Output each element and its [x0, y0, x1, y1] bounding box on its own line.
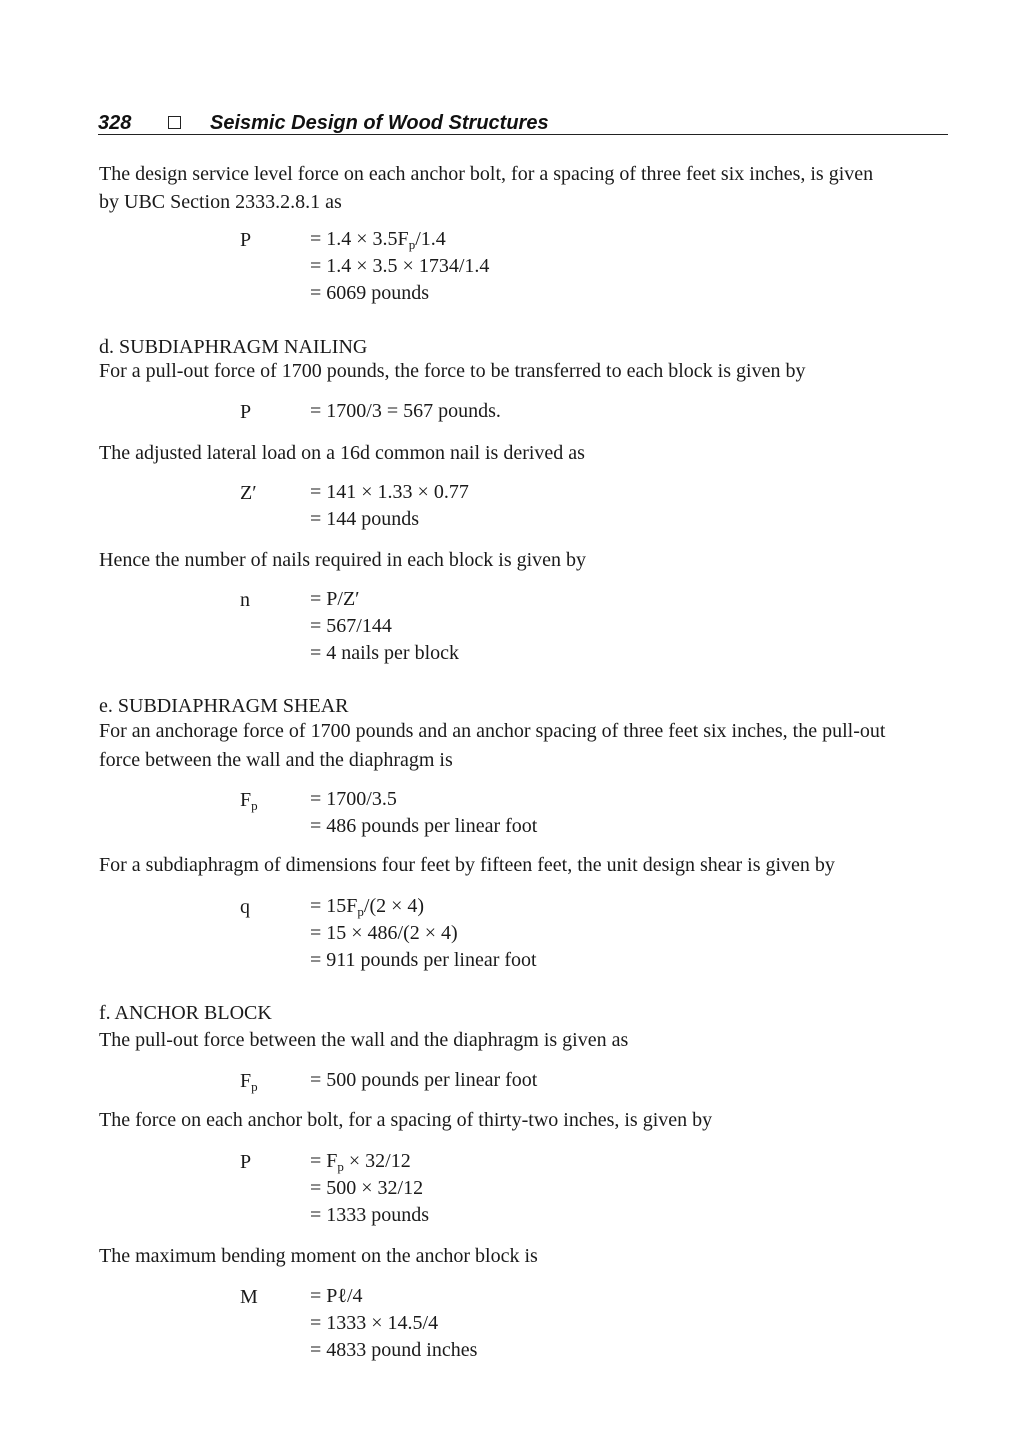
- paragraph-line: For an anchorage force of 1700 pounds and an anchor spacing of three feet six inches, the pull-out: [99, 720, 886, 742]
- paragraph-line: force between the wall and the diaphragm is: [99, 749, 453, 771]
- paragraph-line: For a subdiaphragm of dimensions four feet by fifteen feet, the unit design shear is given by: [99, 854, 835, 876]
- equation-line: = 1700/3.5: [310, 788, 397, 810]
- symbol-p: P: [240, 401, 252, 423]
- section-heading-f: f. ANCHOR BLOCK: [99, 1002, 272, 1024]
- paragraph-line: For a pull-out force of 1700 pounds, the force to be transferred to each block is given by: [99, 360, 806, 382]
- eq-text: = 15F: [310, 895, 358, 917]
- eq-text: /(2 × 4): [363, 895, 425, 917]
- eq-text: = F: [310, 1150, 338, 1172]
- square-bullet-icon: [168, 116, 181, 129]
- equation-line: = 500 × 32/12: [310, 1177, 424, 1199]
- symbol-p: P: [240, 229, 252, 251]
- equation-line: = 144 pounds: [310, 508, 420, 530]
- eq-text: × 32/12: [343, 1150, 411, 1172]
- symbol-fp: [240, 786, 258, 814]
- paragraph-line: The pull-out force between the wall and the diaphragm is given as: [99, 1029, 629, 1051]
- running-title: Seismic Design of Wood Structures: [210, 112, 549, 134]
- paragraph-line: The adjusted lateral load on a 16d common nail is derived as: [99, 442, 585, 464]
- section-heading-d: d. SUBDIAPHRAGM NAILING: [99, 336, 368, 358]
- equation-line: [310, 226, 446, 253]
- equation-line: [310, 893, 424, 920]
- equation-line: = 1333 pounds: [310, 1204, 430, 1226]
- symbol-q: q: [240, 896, 250, 918]
- equation-line: = 486 pounds per linear foot: [310, 815, 538, 837]
- equation-line: = 1.4 × 3.5 × 1734/1.4: [310, 255, 490, 277]
- page-number: 328: [98, 112, 132, 134]
- equation-line: = P/Z′: [310, 588, 360, 610]
- subscript: p: [357, 904, 364, 919]
- equation-line: [310, 1148, 411, 1175]
- symbol-text: F: [240, 789, 252, 811]
- equation-line: = 6069 pounds: [310, 282, 430, 304]
- equation-line: = Pℓ/4: [310, 1285, 363, 1307]
- equation-line: = 15 × 486/(2 × 4): [310, 922, 458, 944]
- equation-line: = 567/144: [310, 615, 392, 637]
- subscript: p: [408, 237, 416, 252]
- eq-text: = 1.4 × 3.5F: [310, 228, 409, 250]
- running-header: [98, 112, 948, 136]
- equation-line: = 1700/3 = 567 pounds.: [310, 400, 501, 422]
- intro-line-2: by UBC Section 2333.2.8.1 as: [99, 191, 342, 213]
- symbol-fp: [240, 1067, 258, 1095]
- equation-line: = 911 pounds per linear foot: [310, 949, 537, 971]
- symbol-z-prime: Z′: [240, 482, 257, 504]
- eq-text: /1.4: [415, 228, 446, 250]
- symbol-p: P: [240, 1151, 252, 1173]
- equation-line: = 4833 pound inches: [310, 1339, 478, 1361]
- subscript: p: [337, 1159, 344, 1174]
- equation-line: = 500 pounds per linear foot: [310, 1069, 538, 1091]
- symbol-text: F: [240, 1070, 252, 1092]
- symbol-n: n: [240, 589, 250, 611]
- header-rule: [98, 134, 948, 135]
- subscript: p: [251, 1079, 258, 1094]
- equation-line: = 4 nails per block: [310, 642, 460, 664]
- equation-line: = 1333 × 14.5/4: [310, 1312, 439, 1334]
- paragraph-line: Hence the number of nails required in each block is given by: [99, 549, 587, 571]
- paragraph-line: The maximum bending moment on the anchor block is: [99, 1245, 538, 1267]
- intro-line-1: The design service level force on each anchor bolt, for a spacing of three feet six inches, is given: [99, 163, 874, 185]
- subscript: p: [251, 798, 258, 813]
- equation-line: = 141 × 1.33 × 0.77: [310, 481, 469, 503]
- symbol-m: M: [240, 1286, 258, 1308]
- section-heading-e: e. SUBDIAPHRAGM SHEAR: [99, 695, 349, 717]
- paragraph-line: The force on each anchor bolt, for a spacing of thirty-two inches, is given by: [99, 1109, 713, 1131]
